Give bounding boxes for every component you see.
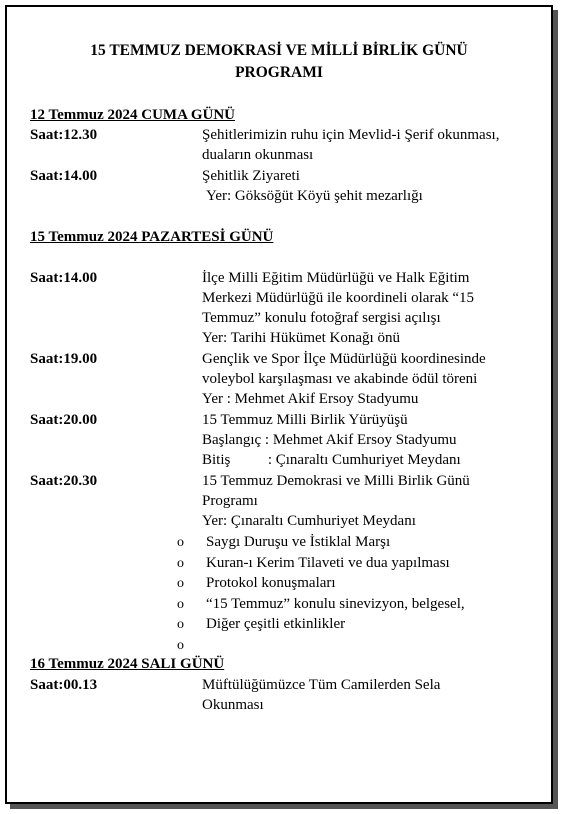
event-line: Temmuz” konulu fotoğraf sergisi açılışı (202, 310, 441, 326)
bullet-item: “15 Temmuz” konulu sinevizyon, belgesel, (206, 596, 465, 612)
event-line: Müftülüğümüzce Tüm Camilerden Sela (202, 677, 441, 693)
event-line: Gençlik ve Spor İlçe Müdürlüğü koordinesinde (202, 351, 486, 367)
day-heading: 12 Temmuz 2024 CUMA GÜNÜ (30, 107, 235, 123)
event-time: Saat:14.00 (30, 168, 98, 184)
bullet-item: Protokol konuşmaları (206, 575, 336, 591)
bullet-marker: o (177, 576, 184, 591)
bullet-marker: o (177, 638, 184, 653)
bullet-marker: o (177, 617, 184, 632)
event-line: Programı (202, 493, 258, 509)
bullet-item: Kuran-ı Kerim Tilaveti ve dua yapılması (206, 555, 450, 571)
bullet-marker: o (177, 597, 184, 612)
document-title: 15 TEMMUZ DEMOKRASİ VE MİLLİ BİRLİK GÜNÜ (90, 42, 468, 59)
event-line: 15 Temmuz Milli Birlik Yürüyüşü (202, 412, 408, 428)
event-location: Yer: Çınaraltı Cumhuriyet Meydanı (202, 513, 416, 529)
event-line: İlçe Milli Eğitim Müdürlüğü ve Halk Eğitim (202, 270, 470, 286)
bullet-item: Saygı Duruşu ve İstiklal Marşı (206, 534, 391, 550)
event-line: Şehitlik Ziyareti (202, 168, 300, 184)
event-location: Yer : Mehmet Akif Ersoy Stadyumu (202, 391, 419, 407)
event-time: Saat:00.13 (30, 677, 98, 693)
event-line: Merkezi Müdürlüğü ile koordineli olarak “15 (202, 290, 475, 306)
day-heading: 16 Temmuz 2024 SALI GÜNÜ (30, 656, 225, 672)
event-time: Saat:20.00 (30, 412, 98, 428)
event-location: Yer: Göksöğüt Köyü şehit mezarlığı (206, 188, 423, 204)
document-title-line2: PROGRAMI (235, 64, 323, 81)
bullet-marker: o (177, 556, 184, 571)
document-frame (5, 5, 553, 804)
event-location: Yer: Tarihi Hükümet Konağı önü (202, 330, 400, 346)
event-time: Saat:12.30 (30, 127, 98, 143)
bullet-item: Diğer çeşitli etkinlikler (206, 616, 346, 632)
event-line: duaların okunması (202, 147, 314, 163)
event-line: Bitiş : Çınaraltı Cumhuriyet Meydanı (202, 452, 461, 468)
event-line: Okunması (202, 697, 264, 713)
event-time: Saat:19.00 (30, 351, 98, 367)
bullet-marker: o (177, 535, 184, 550)
event-line: 15 Temmuz Demokrasi ve Milli Birlik Günü (202, 473, 470, 489)
event-time: Saat:20.30 (30, 473, 98, 489)
event-line: voleybol karşılaşması ve akabinde ödül töreni (202, 371, 478, 387)
event-line: Başlangıç : Mehmet Akif Ersoy Stadyumu (202, 432, 457, 448)
day-heading: 15 Temmuz 2024 PAZARTESİ GÜNÜ (30, 229, 274, 245)
event-time: Saat:14.00 (30, 270, 98, 286)
event-line: Şehitlerimizin ruhu için Mevlid-i Şerif okunması, (202, 127, 500, 143)
